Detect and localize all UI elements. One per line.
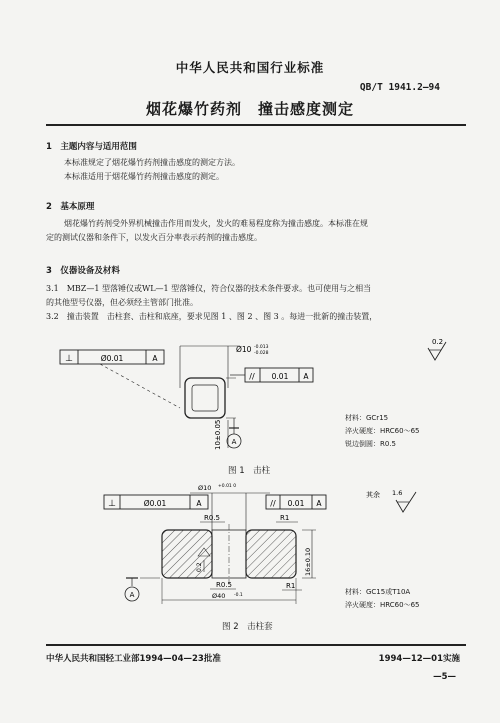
section-3-heading: 3 仪器设备及材料 <box>46 266 120 276</box>
sleeve-outer-diameter-tol: -0.1 <box>234 593 243 598</box>
parallelism-datum: A <box>303 372 309 381</box>
figure-1-material: 材料：GCr15 <box>345 414 389 422</box>
diameter-tol-upper: -0.013 <box>254 345 269 350</box>
sleeve-left-wall <box>162 530 212 578</box>
sleeve-parallelism-datum: A <box>316 499 322 508</box>
figure-1-notes <box>345 412 419 451</box>
parallelism-value: 0.01 <box>271 372 289 381</box>
radius-bottom-right: R1 <box>286 582 296 590</box>
document-title: 烟花爆竹药剂 撞击感度测定 <box>145 100 354 118</box>
footer-rule <box>46 644 466 646</box>
roughness-value: 0.2 <box>432 338 444 346</box>
sleeve-parallelism-value: 0.01 <box>287 499 305 508</box>
figure-1-edge-rounding: 锐边倒圆：R0.5 <box>345 440 396 448</box>
sleeve-top-diameter-tol: +0.01 0 <box>218 484 237 489</box>
perpendicularity-symbol: ⊥ <box>65 354 73 364</box>
sleeve-roughness-value: 1.6 <box>392 489 403 497</box>
sleeve-clearance: 0.2 <box>196 562 203 572</box>
section-1-body <box>46 156 462 184</box>
radius-top-right: R1 <box>280 514 290 522</box>
section-3-body <box>46 282 462 324</box>
clause-3-2-line-1: 3.2 撞击装置 击柱套、击柱和底座，要求见图 1 、图 2 、图 3 。每进一批新的撞击装置， <box>46 312 378 321</box>
datum-letter: A <box>231 438 237 446</box>
sleeve-perpendicularity-datum: A <box>196 499 202 508</box>
page-number: —5— <box>433 672 456 682</box>
title-rule <box>46 124 466 126</box>
diameter-value: Ø10 <box>236 345 252 354</box>
diameter-tol-lower: -0.028 <box>254 351 269 356</box>
section-2-line-1: 烟花爆竹药剂受外界机械撞击作用而发火，发火的难易程度称为撞击感度。本标准在规 <box>64 219 368 228</box>
section-2-line-2: 定的测试仪器和条件下，以发火百分率表示药剂的撞击感度。 <box>46 233 262 242</box>
effective-date: 1994—12—01实施 <box>378 654 460 664</box>
section-2-body <box>46 217 462 245</box>
issuing-organization: 中华人民共和国行业标准 <box>175 60 325 75</box>
striker-outline <box>185 378 225 418</box>
figure-2-notes <box>345 586 419 612</box>
radius-bottom-left: R0.5 <box>216 581 232 589</box>
sleeve-right-wall <box>246 530 296 578</box>
radius-top-left: R0.5 <box>204 514 220 522</box>
sleeve-parallelism-symbol: // <box>270 499 276 508</box>
approval-statement: 中华人民共和国轻工业部1994—04—23批准 <box>46 654 221 664</box>
section-1-paragraph-2: 本标准适用于烟花爆竹药剂撞击感度的测定。 <box>64 172 224 181</box>
height-dimension: 10±0.05 <box>214 419 222 450</box>
figure-2-material: 材料：GC15或T10A <box>345 588 411 596</box>
sleeve-datum-letter: A <box>129 591 135 599</box>
striker-inner-edge <box>192 385 218 411</box>
figure-1-drawing <box>40 328 480 478</box>
sleeve-outer-diameter: Ø40 <box>212 592 226 600</box>
sleeve-top-diameter: Ø10 <box>198 484 212 492</box>
figure-2-caption: 图 2 击柱套 <box>222 622 273 632</box>
sleeve-roughness-label: 其余 <box>366 491 380 499</box>
standard-code: QB/T 1941.2—94 <box>359 82 440 93</box>
perpendicularity-value: Ø0.01 <box>100 354 124 363</box>
clause-3-1-line-2: 的其他型号仪器，但必须经主管部门批准。 <box>46 298 198 307</box>
section-2-heading: 2 基本原理 <box>46 202 95 212</box>
clause-3-1-line-1: 3.1 MBZ—1 型落锤仪或WL—1 型落锤仪，符合仪器的技术条件要求。也可使用与之相当 <box>46 284 372 293</box>
figure-2-hardness: 淬火硬度：HRC60～65 <box>345 601 420 609</box>
perpendicularity-datum: A <box>152 354 158 363</box>
section-1-heading: 1 主题内容与适用范围 <box>46 142 137 152</box>
sleeve-height: 16±0.10 <box>304 547 312 576</box>
figure-1-caption: 图 1 击柱 <box>228 466 271 476</box>
parallelism-symbol: // <box>249 372 255 381</box>
sleeve-perpendicularity-symbol: ⊥ <box>108 499 116 509</box>
figure-1-hardness: 淬火硬度：HRC60～65 <box>345 427 420 435</box>
section-1-paragraph-1: 本标准规定了烟花爆竹药剂撞击感度的测定方法。 <box>64 158 240 167</box>
sleeve-perpendicularity-value: Ø0.01 <box>143 499 167 508</box>
